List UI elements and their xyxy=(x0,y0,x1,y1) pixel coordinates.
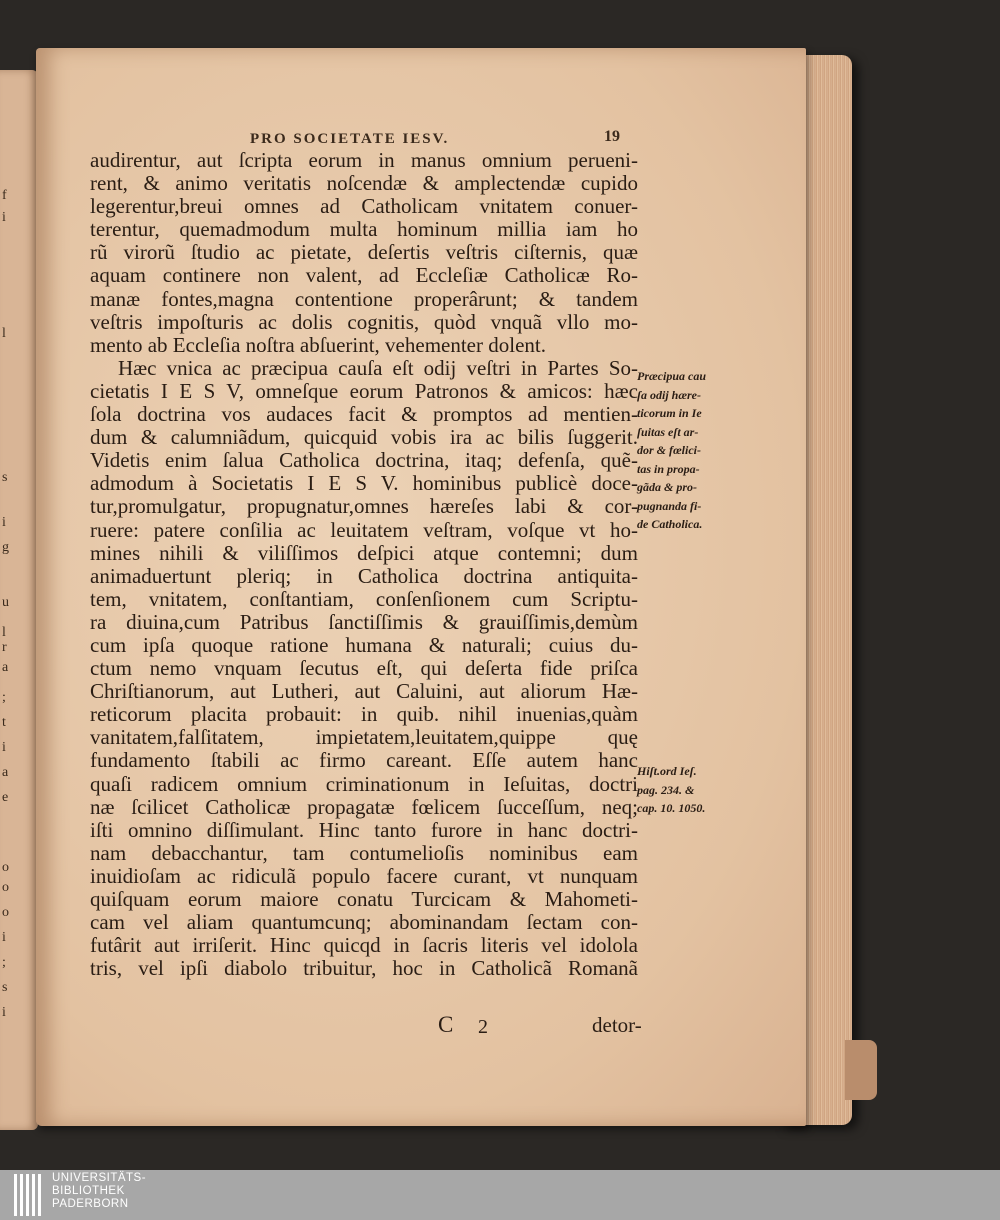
margin-note-line: de Catholica. xyxy=(637,517,703,531)
text-line: inuidioſam ac ridiculã populo facere curant, vt nunquam xyxy=(90,863,638,888)
left-page-fragment: l xyxy=(2,326,6,341)
signature-number: 2 xyxy=(478,1016,488,1038)
text-line: tem, vnitatem, conſtantiam, conſenſionem cum Scriptu- xyxy=(90,586,638,611)
text-line: manæ fontes,magna contentione properârunt; & tandem xyxy=(90,286,638,311)
library-name xyxy=(52,1172,146,1211)
text-line: tur,promulgatur, propugnatur,omnes hæreſes labi & cor- xyxy=(90,494,638,519)
left-page-fragments xyxy=(0,70,38,1130)
margin-note-line: cap. 10. 1050. xyxy=(637,801,706,815)
text-line: vanitatem,falſitatem, impietatem,leuitatem,quippe quę xyxy=(90,725,638,750)
margin-note-line: Præcipua cau xyxy=(637,369,706,383)
text-line: ruere: patere conſilia ac leuitatem veſtram, voſque vt ho- xyxy=(90,517,638,542)
footer-bar xyxy=(0,1170,1000,1220)
text-line: legerentur,breui omnes ad Catholicam vnitatem conuer- xyxy=(90,194,638,219)
text-line: mines nihili & viliſſimos deſpici atque contemni; dum xyxy=(90,540,638,565)
library-name-line-1: UNIVERSITÄTS- xyxy=(52,1172,147,1184)
page-number: 19 xyxy=(604,128,620,145)
left-page-fragment: l xyxy=(2,625,6,640)
text-line: cum ipſa quoque ratione humana & naturali; cuius du- xyxy=(90,632,638,657)
text-line: ctum nemo vnquam ſecutus eſt, qui deſerta fide priſca xyxy=(90,656,638,681)
text-line: Videtis enim ſalua Catholica doctrina, itaq; defenſa, quẽ- xyxy=(90,448,638,473)
text-line: næ ſcilicet Catholicæ propagatæ fœlicem ſucceſſum, neq; xyxy=(90,794,638,819)
left-page-fragment: s xyxy=(2,980,8,995)
text-line: Chriſtianorum, aut Lutheri, aut Caluini, aut aliorum Hæ- xyxy=(90,679,638,704)
text-line: rũ virorũ ſtudio ac pietate, deſertis veſtris ciſternis, quæ xyxy=(90,240,638,265)
left-page-fragment: o xyxy=(2,905,9,920)
left-page-fragment: r xyxy=(2,640,7,655)
running-head: PRO SOCIETATE IESV. xyxy=(250,131,450,147)
left-page-fragment: i xyxy=(2,1005,6,1020)
text-line: dum & calumniãdum, quicquid vobis ira ac bilis ſuggerit. xyxy=(90,425,638,450)
text-line: reticorum placita probauit: in quib. nihil inuenias,quàm xyxy=(90,702,638,727)
left-page-fragment: o xyxy=(2,860,9,875)
signature-letter: C xyxy=(438,1012,454,1037)
text-line: animaduertunt pleriq; in Catholica doctrina antiquita- xyxy=(90,563,638,588)
left-page-fragment: u xyxy=(2,595,9,610)
text-line: futârit aut irriſerit. Hinc quicqd in ſacris literis vel idolola xyxy=(90,933,638,958)
library-logo-icon xyxy=(14,1174,44,1216)
text-line: audirentur, aut ſcripta eorum in manus omnium perueni- xyxy=(90,148,638,172)
left-page-fragment: i xyxy=(2,930,6,945)
left-page-fragment: f xyxy=(2,188,7,203)
margin-note-line: Hiſt.ord Ieſ. xyxy=(637,764,697,778)
text-line: tris, vel ipſi diabolo tribuitur, hoc in Catholicã Romanã xyxy=(90,956,638,981)
margin-note-line: ticorum in Ie xyxy=(637,406,702,420)
margin-note-line: dor & fœlici- xyxy=(637,443,701,457)
text-line: mento ab Eccleſia noſtra abſuerint, vehementer dolent. xyxy=(90,332,546,357)
left-page-fragment: g xyxy=(2,540,9,555)
text-line: admodum à Societatis I E S V. hominibus publicè doce- xyxy=(90,471,638,496)
library-name-line-3: PADERBORN xyxy=(52,1198,129,1210)
body-text xyxy=(90,149,638,980)
text-line: nam debacchantur, tam contumelioſis nominibus eam xyxy=(90,840,638,865)
left-page-fragment: i xyxy=(2,740,6,755)
margin-note-line: ſuitas eſt ar- xyxy=(637,424,699,439)
left-page-fragment: i xyxy=(2,210,6,225)
text-line: iſti omnino diſſimulant. Hinc tanto furore in hanc doctri- xyxy=(90,817,638,842)
library-name-line-2: BIBLIOTHEK xyxy=(52,1185,125,1197)
left-page-fragment: ; xyxy=(2,690,6,705)
left-page-fragment: a xyxy=(2,765,9,780)
left-page-fragment: ; xyxy=(2,955,6,970)
left-page-fragment: s xyxy=(2,470,8,485)
left-page-edge xyxy=(0,70,38,1130)
left-page-fragment: o xyxy=(2,880,9,895)
text-line: rent, & animo veritatis noſcendæ & amplectendæ cupido xyxy=(90,171,638,196)
margin-note-1 xyxy=(637,367,737,534)
text-line: ſola doctrina vos audaces facit & promptos ad mentien- xyxy=(90,402,638,427)
margin-note-line: gãda & pro- xyxy=(637,480,697,494)
left-page-fragment: e xyxy=(2,790,9,805)
left-page-fragment: a xyxy=(2,660,9,675)
text-line: quaſi radicem omnium criminationum in Ieſuitas, doctri xyxy=(90,771,638,796)
text-line: aquam continere non valent, ad Eccleſiæ Catholicæ Ro- xyxy=(90,263,638,288)
margin-note-line: pugnanda fi- xyxy=(637,498,702,513)
margin-note-line: tas in propa- xyxy=(637,461,700,476)
text-line: veſtris impoſturis ac dolis cognitis, quòd vnquã vllo mo- xyxy=(90,309,638,334)
margin-note-line: pag. 234. & xyxy=(637,782,695,797)
left-page-fragment: t xyxy=(2,715,6,730)
margin-note-2 xyxy=(637,762,737,818)
text-line: cietatis I E S V, omneſque eorum Patronos & amicos: hæc xyxy=(90,378,638,403)
text-line: terentur, quemadmodum multa hominum millia iam ho xyxy=(90,217,638,242)
text-line: fundamento ſtabili ac firmo careant. Eſſe autem hanc xyxy=(90,748,638,773)
margin-note-line: ſa odij hære- xyxy=(637,387,701,402)
text-line: quiſquam eorum maiore conatu Turcicam & Mahometi- xyxy=(90,887,638,911)
page-block-lower-edge xyxy=(845,1040,877,1100)
catchword: detor- xyxy=(592,1013,642,1037)
left-page-fragment: i xyxy=(2,515,6,530)
text-line: ra diuina,cum Patribus ſanctiſſimis & grauiſſimis,demùm xyxy=(90,609,638,634)
text-line: cam vel aliam quantumcunq; abominandam ſectam con- xyxy=(90,910,638,935)
text-line: Hæc vnica ac præcipua cauſa eſt odij veſtri in Partes So- xyxy=(118,355,638,380)
